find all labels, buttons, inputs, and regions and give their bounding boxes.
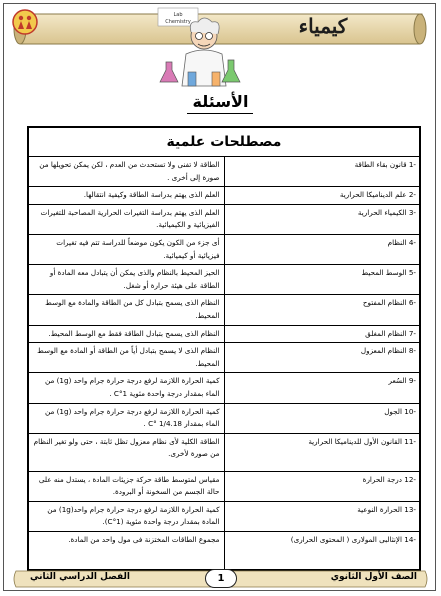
table-row (28, 532, 420, 570)
art-label-lab: Lab (173, 12, 183, 18)
term-cell: -9 السُعر (224, 373, 420, 403)
term-cell: -2 علم الديناميكا الحرارية (224, 187, 420, 205)
term-cell: -5 الوسط المحيط (224, 265, 420, 295)
table-row (28, 403, 420, 433)
definition-cell: النظام الذى يسمح بتبادل كل من الطاقة والمادة مع الوسط المحيط. (28, 295, 224, 325)
table-row (28, 373, 420, 403)
definition-cell: الطاقة لا تفنى ولا تستحدث من العدم ، لكن يمكن تحويلها من صورة إلى أخرى . (28, 157, 224, 187)
footer (12, 568, 429, 590)
table-row (28, 295, 420, 325)
art-label-chemistry: Chemistry (165, 19, 191, 25)
table-row (28, 471, 420, 501)
definition-cell: كمية الحرارة اللازمة لرفع درجة حرارة جرام واحد (1g) من الماء بمقدار 1/4.18 °C . (28, 403, 224, 433)
term-cell: -8 النظام المعزول (224, 343, 420, 373)
term-cell: -11 القانون الأول للديناميكا الحرارية (224, 433, 420, 471)
definition-cell: مجموع الطاقات المختزنة فى مول واحد من المادة. (28, 532, 224, 570)
table-title-row (28, 127, 420, 157)
definition-cell: كمية الحرارة اللازمة لرفع درجة حرارة جرام واحد(1g) من المادة بمقدار درجة واحدة مئوية (1°C). (28, 501, 224, 531)
table-row (28, 157, 420, 187)
definition-cell: كمية الحرارة اللازمة لرفع درجة حرارة جرام واحد (1g) من الماء بمقدار درجة واحدة مئوية 1°C . (28, 373, 224, 403)
term-cell: -4 النظام (224, 234, 420, 264)
subject-title: كيمياء (298, 14, 348, 38)
term-cell: -13 الحرارة النوعية (224, 501, 420, 531)
table-row (28, 325, 420, 343)
people-logo-icon (12, 8, 38, 36)
term-cell: -12 درجة الحرارة (224, 471, 420, 501)
table-row (28, 433, 420, 471)
table-row (28, 187, 420, 205)
table-title: مصطلحات علمية (28, 127, 420, 157)
table-row (28, 234, 420, 264)
term-cell: -1 قانون بقاء الطاقة (224, 157, 420, 187)
term-cell: -10 الجول (224, 403, 420, 433)
definition-cell: العلم الذى يهتم بدراسة التغيرات الحرارية المصاحبة للتغيرات الفيزيائية و الكيميائية. (28, 204, 224, 234)
lab-scientist-illustration (152, 6, 247, 91)
footer-grade: الصف الأول الثانوي (330, 572, 417, 582)
definition-cell: مقياس لمتوسط طاقة حركة جزيئات المادة ، يستدل منه على حالة الجسم من السخونة أو البرودة. (28, 471, 224, 501)
scientific-terms-table (27, 126, 421, 571)
table-row (28, 343, 420, 373)
heading-underline (187, 113, 253, 114)
table-row (28, 501, 420, 531)
term-cell: -7 النظام المغلق (224, 325, 420, 343)
page-number: 1 (205, 569, 237, 588)
term-cell: -6 النظام المفتوح (224, 295, 420, 325)
definition-cell: النظام الذى لا يسمح بتبادل أياً من الطاقة أو المادة مع الوسط المحيط. (28, 343, 224, 373)
term-cell: -14 الإنثالبى المولارى ( المحتوى الحرارى) (224, 532, 420, 570)
definition-cell: الطاقة الكلية لأى نظام معزول تظل ثابتة ، حتى ولو تغير النظام من صورة لأخرى. (28, 433, 224, 471)
definition-cell: أى جزء من الكون يكون موضعاً للدراسة تتم فيه تغيرات فيزيائية أو كيميائية. (28, 234, 224, 264)
term-cell: -3 الكيمياء الحرارية (224, 204, 420, 234)
definition-cell: الحيز المحيط بالنظام والذى يمكن أن يتبادل معه المادة أو الطاقة على هيئة حرارة أو شغل. (28, 265, 224, 295)
table-row (28, 265, 420, 295)
footer-term: الفصل الدراسي الثاني (30, 572, 130, 582)
definition-cell: النظام الذى يسمح بتبادل الطاقة فقط مع الوسط المحيط. (28, 325, 224, 343)
table-row (28, 204, 420, 234)
questions-heading: الأسئلة (192, 92, 249, 111)
definition-cell: العلم الذى يهتم بدراسة الطاقة وكيفية انتقالها. (28, 187, 224, 205)
